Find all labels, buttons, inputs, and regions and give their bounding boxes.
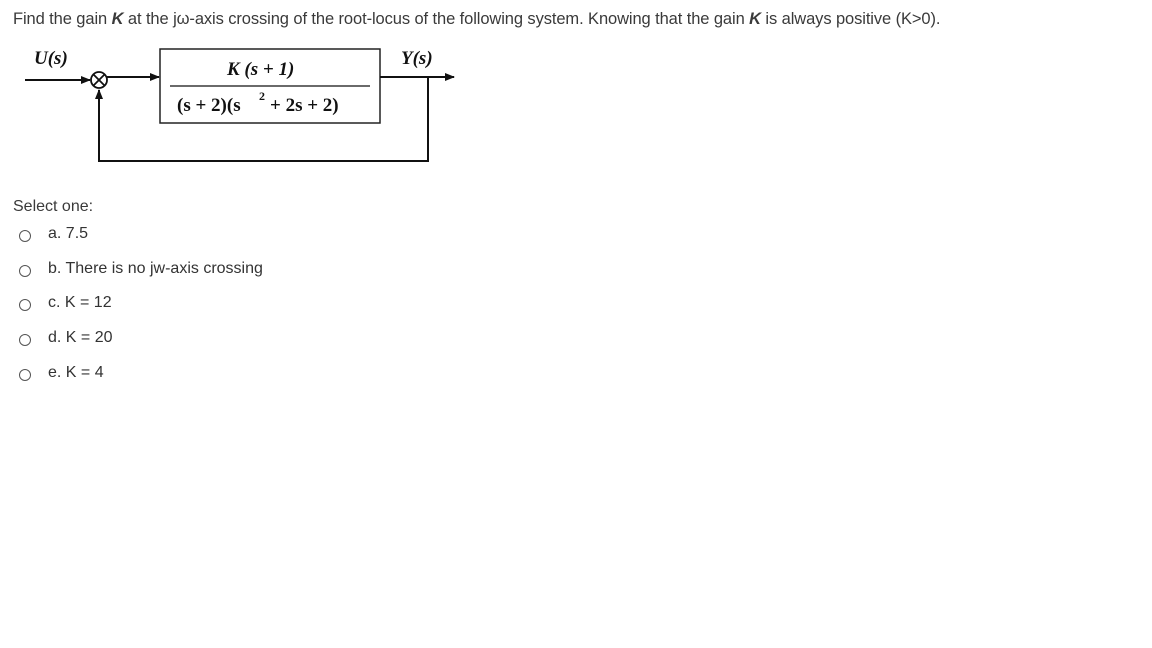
output-label: Y(s) xyxy=(401,48,433,69)
gain-symbol-1: K xyxy=(111,10,124,28)
denominator-exponent: 2 xyxy=(259,89,265,103)
question-text xyxy=(13,10,940,29)
input-label: U(s) xyxy=(34,48,68,69)
radio-icon[interactable] xyxy=(19,230,31,242)
option-c-label: c. K = 12 xyxy=(48,294,112,312)
radio-icon[interactable] xyxy=(19,334,31,346)
numerator: K (s + 1) xyxy=(227,59,295,80)
summing-junction xyxy=(91,72,107,88)
select-one-label: Select one: xyxy=(13,198,94,215)
question-part-3: is always positive (K>0). xyxy=(760,10,941,28)
denominator-part-b: + 2s + 2) xyxy=(270,95,339,116)
option-b[interactable] xyxy=(19,260,263,295)
question-part-1: Find the gain xyxy=(13,10,112,28)
option-a-label: a. 7.5 xyxy=(48,225,89,242)
block-diagram xyxy=(20,44,470,170)
gain-symbol-2: K xyxy=(749,10,761,28)
radio-icon[interactable] xyxy=(19,265,31,277)
denominator-part-a: (s + 2)(s xyxy=(177,95,241,116)
option-d[interactable] xyxy=(19,329,263,364)
option-c[interactable] xyxy=(19,294,263,329)
option-e-label: e. K = 4 xyxy=(48,363,104,381)
answer-options xyxy=(19,225,263,398)
question-part-2: at the jω-axis crossing of the root-locus of the following system. Knowing that the gain xyxy=(123,10,750,28)
option-d-label: d. K = 20 xyxy=(48,329,113,347)
option-a[interactable] xyxy=(19,225,263,260)
option-e[interactable] xyxy=(19,364,263,399)
radio-icon[interactable] xyxy=(19,369,31,381)
radio-icon[interactable] xyxy=(19,299,31,311)
option-b-label: b. There is no jw-axis crossing xyxy=(48,259,263,277)
